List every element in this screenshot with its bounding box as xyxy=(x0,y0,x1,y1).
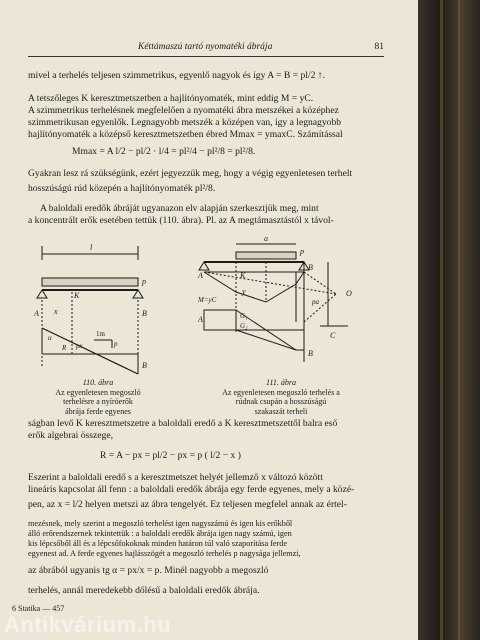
paragraph-line: terhelés, annál meredekebb dőlésű a baloldali eredők ábrája. xyxy=(28,585,260,596)
label-p: p xyxy=(300,247,304,256)
label-c: C xyxy=(330,331,336,340)
label-x: x xyxy=(54,307,58,316)
support-a xyxy=(37,290,47,298)
figure-110-diagram xyxy=(34,236,154,376)
caption-line: terhelésre a nyíróerők xyxy=(63,397,133,406)
formula-r: R = A − px = pl/2 − px = p ( l/2 − x ) xyxy=(100,450,241,461)
paragraph-line: A baloldali eredők ábráját ugyanazon elv alapján szerkesztjük meg, mint xyxy=(40,203,319,214)
caption-line: Az egyenletesen megoszló terhelés a xyxy=(222,387,340,397)
label-g2: G₂ xyxy=(240,322,248,330)
figure-111-caption xyxy=(196,378,366,416)
label-b2: B xyxy=(142,361,147,370)
distributed-load xyxy=(42,278,138,286)
label-l: l xyxy=(90,243,93,252)
label-p-small: p xyxy=(114,340,118,348)
label-g1: G₁ xyxy=(240,312,248,320)
shear-line xyxy=(42,328,138,374)
label-b: B xyxy=(142,309,147,318)
label-r: R xyxy=(62,344,67,352)
label-a: A xyxy=(34,309,39,318)
paragraph-line: pen, az x = l/2 helyen metszi az ábra tengelyét. Ez teljesen megfelel annak az értel- xyxy=(28,499,347,510)
paragraph-line: mivel a terhelés teljesen szimmetrikus, egyenlő nagyok és így A = B = pl/2 ↑. xyxy=(28,70,325,81)
label-m: M=yC xyxy=(198,296,217,304)
caption-title: 110. ábra xyxy=(82,378,114,387)
page-number: 81 xyxy=(374,42,384,52)
caption-line: szakaszát terheli xyxy=(254,406,308,416)
figure-111-diagram xyxy=(196,232,366,372)
paragraph-line: álló erőrendszernek tekintettük : a baloldali eredők ábrája igen nagy számú, igen xyxy=(28,529,292,538)
header-title: Kéttámaszú tartó nyomatéki ábrája xyxy=(138,42,273,52)
paragraph-line: A szimmetrikus terhelésnek megfelelően a nyomatéki ábra metszékei a középhez xyxy=(28,105,339,116)
formula-mmax: Mmax = A l/2 − pl/2 · l/4 = pl²/4 − pl²/8 = pl²/8. xyxy=(72,146,256,157)
partial-load xyxy=(236,252,296,259)
label-b: B xyxy=(308,263,313,272)
paragraph-line: kis lépcsőből áll és a lépcsőfokoknak minden határon túl való szaporítása ferde xyxy=(28,539,287,548)
paragraph-line: az ábrából ugyanis tg α = px/x = p. Minél nagyobb a megoszló xyxy=(28,565,269,576)
label-o: O xyxy=(346,289,352,298)
paragraph-line: a koncentrált erők esetében tettük (110. ábra). Pl. az A megtámasztástól x távol- xyxy=(28,215,334,226)
paragraph-line: szimmetrikusan egyenlők. Legnagyobb metszék a középen van, így a legnagyobb xyxy=(28,117,342,128)
label-pa: pa xyxy=(312,298,319,306)
support-b xyxy=(133,290,143,298)
figure-110-caption xyxy=(18,378,178,416)
book-spine xyxy=(418,0,480,640)
label-a2: A xyxy=(198,315,203,324)
label-y: y xyxy=(242,287,246,296)
paragraph-line: hajlítónyomaték a középső keresztmetszetben ébred Mmax = ymaxC. Számítással xyxy=(28,129,343,140)
spine-edge xyxy=(440,0,443,640)
paragraph-line: erők algebrai összege, xyxy=(28,430,113,441)
label-k: K xyxy=(240,271,246,280)
label-alpha: α xyxy=(48,334,52,342)
paragraph-line: egyenest ad. A ferde egyenes hajlásszögét a megoszló terhelés p nagysága jellemzi, xyxy=(28,549,301,558)
caption-title: 111. ábra xyxy=(266,378,296,387)
moment-diagram xyxy=(204,272,304,302)
paragraph-line: Eszerint a baloldali eredő s a keresztmetszet helyét jellemző x változó között xyxy=(28,472,323,483)
label-k: K xyxy=(74,291,80,300)
footer-signature: 6 Statika — 457 xyxy=(12,604,65,613)
label-p: p xyxy=(142,277,146,286)
label-px: px xyxy=(76,342,83,350)
paragraph-line: Gyakran lesz rá szükségünk, ezért jegyezzük meg, hogy a végig egyenletesen terhelt xyxy=(28,168,353,179)
spine-edge xyxy=(458,0,460,640)
label-a: a xyxy=(264,234,268,243)
caption-line: ábrája ferde egyenes xyxy=(65,406,131,416)
paragraph-line: lineáris kapcsolat áll fenn : a baloldali eredők ábrája egy ferde egyenes, mely a közé- xyxy=(28,484,355,495)
shear-rect-a xyxy=(204,310,236,330)
paragraph-line: hosszúságú rúd közepén a hajlítónyomaték pl²/8. xyxy=(28,183,216,194)
label-b3: B xyxy=(308,349,313,358)
caption-line: Az egyenletesen megoszló xyxy=(55,387,141,397)
support-a xyxy=(199,262,209,270)
paragraph-line: ságban levő K keresztmetszetre a baloldali eredő a K keresztmetszettől balra eső xyxy=(28,418,338,429)
running-header xyxy=(28,38,384,57)
caption-line: rúdnak csupán a hosszúságú xyxy=(235,397,327,406)
watermark: Antikvárium.hu xyxy=(4,612,172,637)
label-a1: A xyxy=(198,271,203,280)
paragraph-line: A tetszőleges K keresztmetszetben a hajlítónyomaték, mint eddig M = yC. xyxy=(28,93,314,104)
paragraph-line: mezésnek, mely szerint a megoszló terhelést igen nagyszámú és igen kis erőkből xyxy=(28,519,293,528)
label-1m: 1m xyxy=(96,330,105,338)
